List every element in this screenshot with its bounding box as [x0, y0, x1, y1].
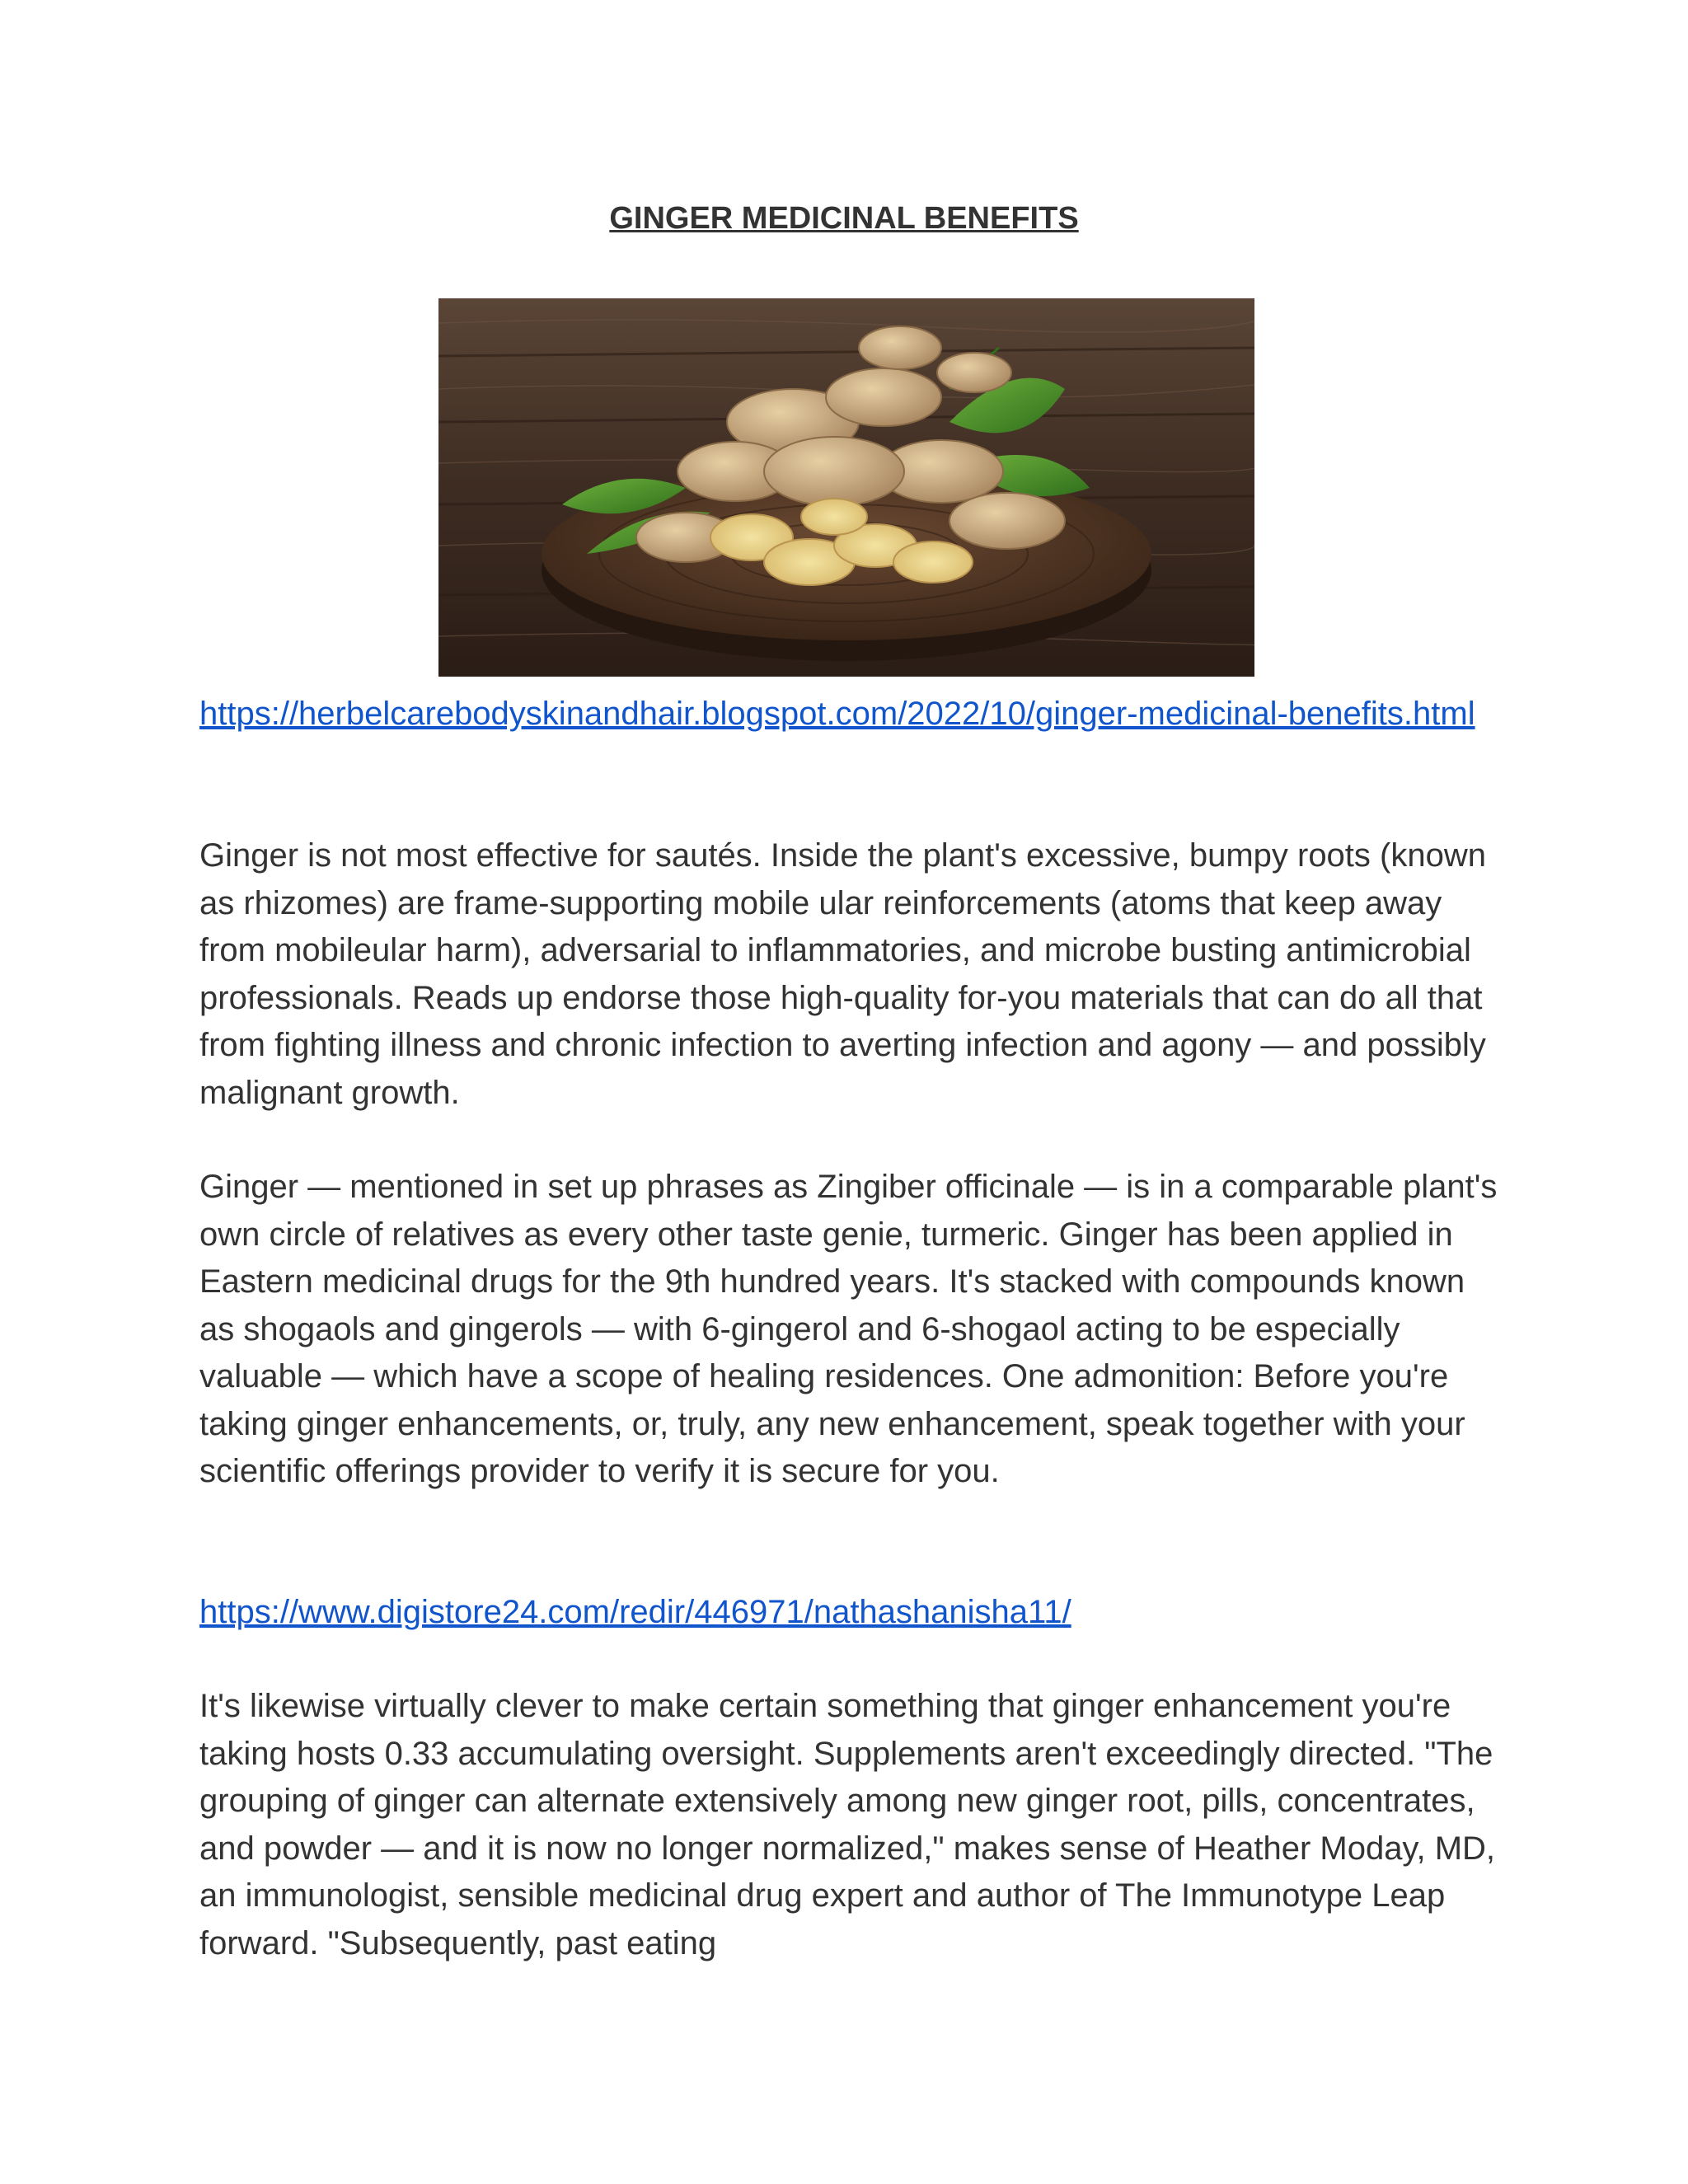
- page-title: GINGER MEDICINAL BENEFITS: [609, 201, 1079, 236]
- link-digistore[interactable]: [199, 1589, 1485, 1637]
- paragraph-2: Ginger — mentioned in set up phrases as Zingiber officinale — is in a comparable plant's own circle of relatives as every other taste genie, turmeric. Ginger has been applied in Eastern medicinal drugs for the 9th hundred years. It's stacked with compounds known as shogaols and gingerols — with 6-gingerol and 6-shogaol acting to be especially valuable — which have a scope of healing residences. One admonition: Before you're taking ginger enhancements, or, truly, any new enhancement, speak together with your scientific offerings provider to verify it is secure for you.: [199, 1169, 1498, 1489]
- ginger-photo: [438, 298, 1254, 677]
- digistore-url-link[interactable]: https://www.digistore24.com/redir/446971/nathashanisha11/: [199, 1594, 1071, 1630]
- blog-url-link[interactable]: https://herbelcarebodyskinandhair.blogspot.com/2022/10/ginger-medicinal-benefits.html: [199, 696, 1475, 732]
- paragraph-1: Ginger is not most effective for sautés. Inside the plant's excessive, bumpy roots (known as rhizomes) are frame-supporting mobile ular reinforcements (atoms that keep away from mobileular harm), adversarial to inflammatories, and microbe busting antimicrobial professionals. Reads up endorse those high-quality for-you materials that can do all that from fighting illness and chronic infection to averting infection and agony — and possibly malignant growth.: [199, 837, 1486, 1111]
- paragraph-3: It's likewise virtually clever to make certain something that ginger enhancement you're taking hosts 0.33 accumulating oversight. Supplements aren't exceedingly directed. "The grouping of ginger can alternate extensively among new ginger root, pills, concentrates, and powder — and it is now no longer normalized," makes sense of Heather Moday, MD, an immunologist, sensible medicinal drug expert and author of The Immunotype Leap forward. "Subsequently, past eating: [199, 1688, 1496, 1961]
- link-blog[interactable]: [199, 691, 1485, 738]
